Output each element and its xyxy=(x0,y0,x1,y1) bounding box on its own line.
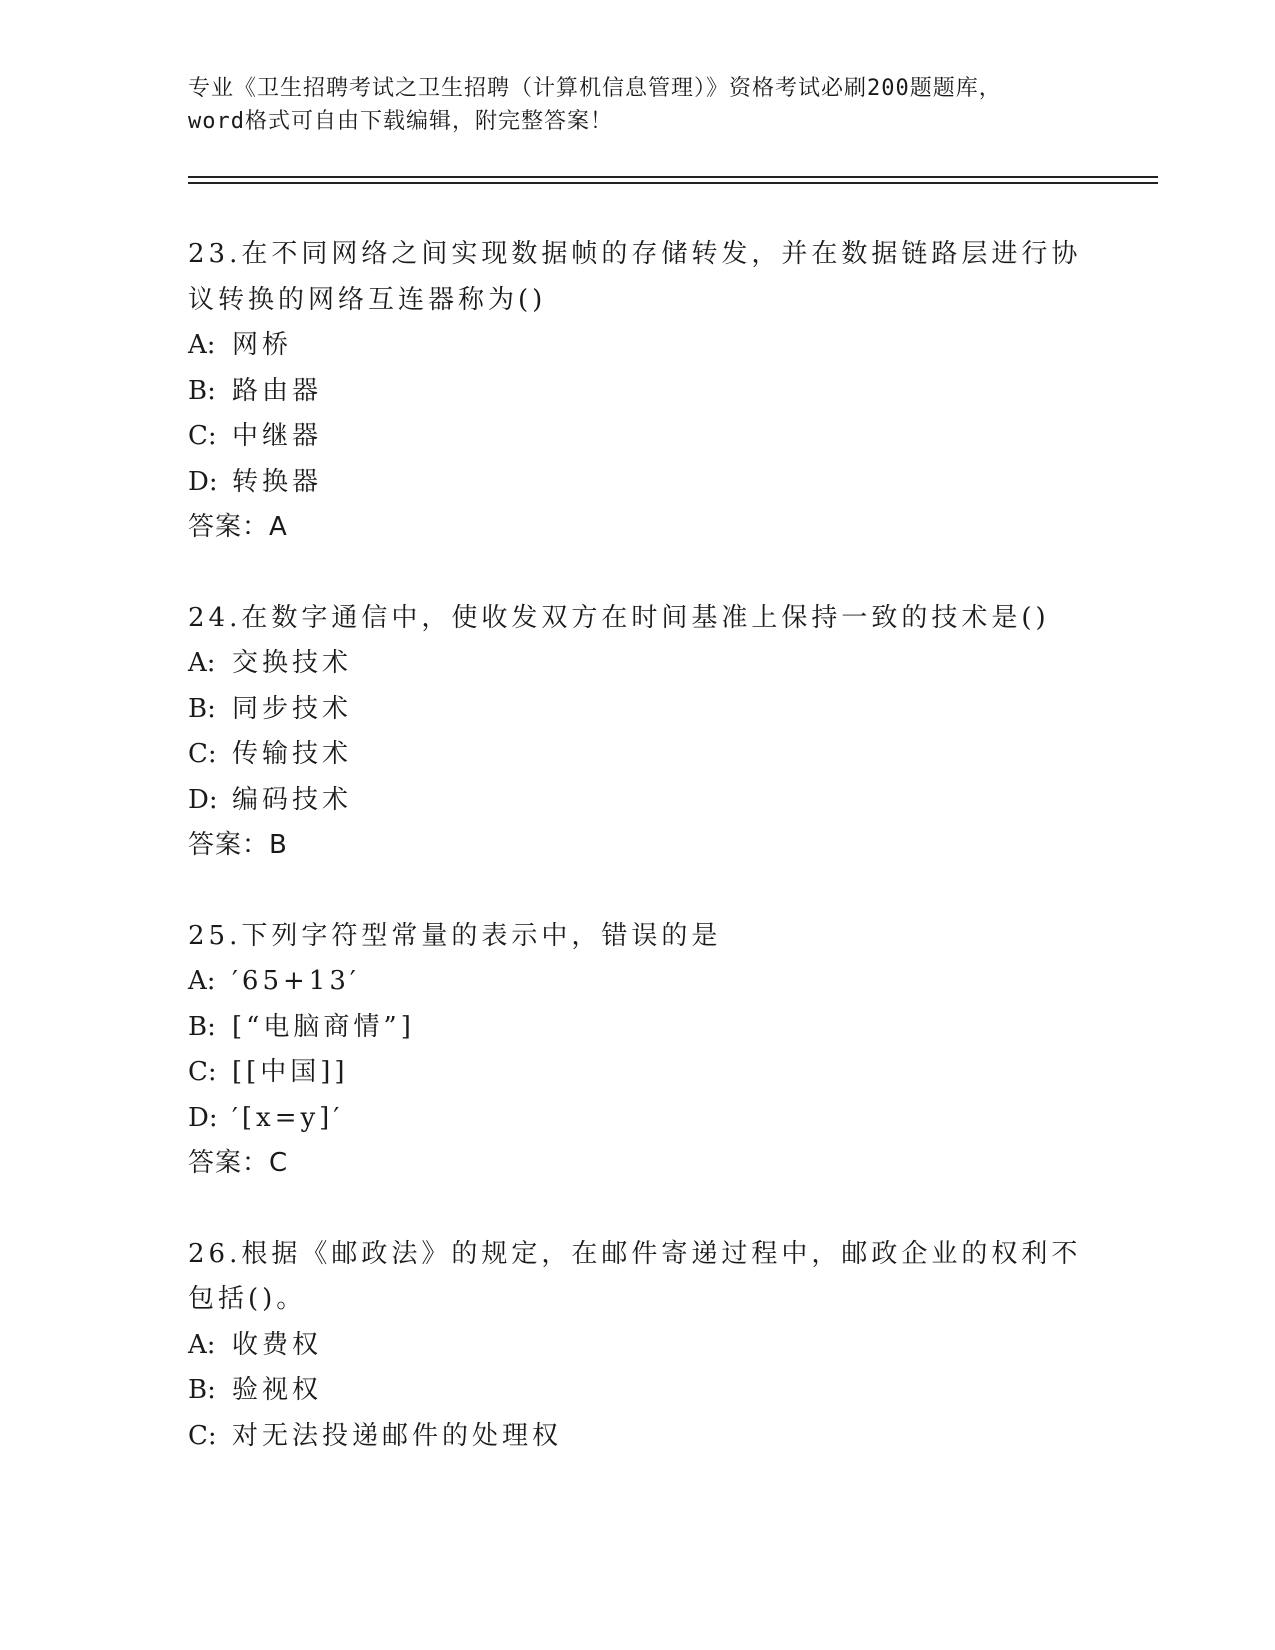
option-text: 验视权 xyxy=(232,1375,323,1405)
option-letter: B: xyxy=(188,1375,216,1405)
option-letter: C: xyxy=(188,421,217,451)
option-text: [“电脑商情”] xyxy=(232,1011,415,1042)
header-divider-top xyxy=(188,176,1158,178)
question-block xyxy=(188,1232,1088,1460)
option-text: 传输技术 xyxy=(232,739,353,769)
answer-label: 答案：A xyxy=(188,512,288,542)
option-item xyxy=(188,1414,1088,1460)
option-letter: B: xyxy=(188,1011,216,1042)
answer-label: 答案：B xyxy=(188,830,288,860)
document-header xyxy=(188,72,1088,138)
option-text: ′65+13′ xyxy=(232,966,360,996)
option-text: 编码技术 xyxy=(232,784,353,815)
question-block xyxy=(188,914,1088,1187)
option-letter: D: xyxy=(188,466,218,497)
option-letter: A: xyxy=(188,1329,216,1360)
option-item xyxy=(188,460,1088,506)
option-item xyxy=(188,1005,1088,1051)
option-letter: A: xyxy=(188,330,216,360)
option-text: 网桥 xyxy=(232,330,293,360)
option-letter: C: xyxy=(188,1420,217,1451)
answer-label: 答案：C xyxy=(188,1148,289,1178)
option-letter: D: xyxy=(188,784,218,815)
option-letter: D: xyxy=(188,1102,218,1133)
option-text: ′[x=y]′ xyxy=(232,1102,344,1133)
header-line-2: word格式可自由下载编辑，附完整答案！ xyxy=(188,109,613,134)
option-text: 对无法投递邮件的处理权 xyxy=(232,1420,563,1451)
option-item xyxy=(188,1368,1088,1414)
option-text: 转换器 xyxy=(232,466,323,497)
option-text: 中继器 xyxy=(232,421,323,451)
option-item xyxy=(188,959,1088,1005)
option-letter: A: xyxy=(188,648,216,678)
option-item xyxy=(188,1050,1088,1096)
question-text: 25.下列字符型常量的表示中，错误的是 xyxy=(188,920,722,951)
option-letter: B: xyxy=(188,375,216,406)
option-text: 路由器 xyxy=(232,375,323,406)
option-text: 同步技术 xyxy=(232,693,353,724)
option-item xyxy=(188,369,1088,415)
question-block xyxy=(188,596,1088,869)
option-letter: B: xyxy=(188,693,216,724)
question-text: 23.在不同网络之间实现数据帧的存储转发，并在数据链路层进行协议转换的网络互连器称为() xyxy=(188,239,1082,315)
question-text: 26.根据《邮政法》的规定，在邮件寄递过程中，邮政企业的权利不包括()。 xyxy=(188,1238,1082,1314)
question-block xyxy=(188,232,1088,551)
option-item xyxy=(188,641,1088,687)
option-item xyxy=(188,323,1088,369)
option-item xyxy=(188,414,1088,460)
header-line-1: 专业《卫生招聘考试之卫生招聘（计算机信息管理）》资格考试必刷200题题库， xyxy=(188,76,1002,101)
question-list xyxy=(188,232,1088,1504)
option-item xyxy=(188,778,1088,824)
question-text: 24.在数字通信中，使收发双方在时间基准上保持一致的技术是() xyxy=(188,602,1050,633)
option-letter: A: xyxy=(188,966,216,996)
option-item xyxy=(188,687,1088,733)
option-text: 交换技术 xyxy=(232,648,353,678)
option-text: 收费权 xyxy=(232,1329,323,1360)
option-item xyxy=(188,732,1088,778)
option-item xyxy=(188,1096,1088,1142)
header-divider-bottom xyxy=(188,182,1158,184)
option-letter: C: xyxy=(188,739,217,769)
option-text: [[中国]] xyxy=(232,1057,349,1087)
option-item xyxy=(188,1323,1088,1369)
option-letter: C: xyxy=(188,1057,217,1087)
